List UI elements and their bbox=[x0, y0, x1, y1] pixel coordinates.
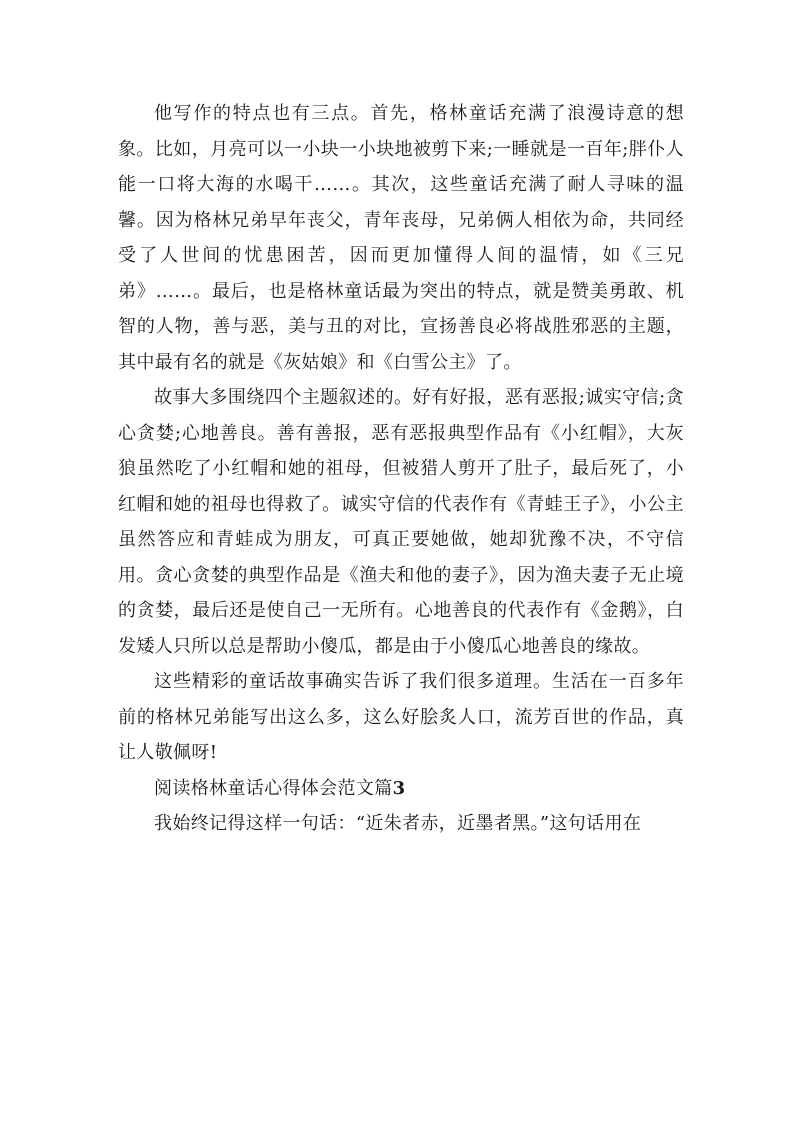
paragraph-writing-features: 他写作的特点也有三点。首先，格林童话充满了浪漫诗意的想象。比如，月亮可以一小块一小块地被剪下来;一睡就是一百年;胖仆人能一口将大海的水喝干……。其次，这些童话充满了耐人寻味的温馨。因为格林兄弟早年丧父，青年丧母，兄弟俩人相依为命，共同经受了人世间的忧患困苦，因而更加懂得人间的温情，如《三兄弟》……。最后，也是格林童话最为突出的特点，就是赞美勇敢、机智的人物，善与恶，美与丑的对比，宣扬善良必将战胜邪恶的主题，其中最有名的就是《灰姑娘》和《白雪公主》了。 bbox=[118, 103, 684, 373]
paragraph-conclusion: 这些精彩的童话故事确实告诉了我们很多道理。生活在一百多年前的格林兄弟能写出这么多，这么好脍炙人口，流芳百世的作品，真让人敬佩呀! bbox=[118, 671, 684, 763]
paragraph-four-themes: 故事大多围绕四个主题叙述的。好有好报，恶有恶报;诚实守信;贪心贪婪;心地善良。善有善报，恶有恶报典型作品有《小红帽》，大灰狼虽然吃了小红帽和她的祖母，但被猎人剪开了肚子，最后死了，小红帽和她的祖母也得救了。诚实守信的代表作有《青蛙王子》，小公主虽然答应和青蛙成为朋友，可真正要她做，她却犹豫不决，不守信用。贪心贪婪的典型作品是《渔夫和他的妻子》，因为渔夫妻子无止境的贪婪，最后还是使自己一无所有。心地善良的代表作有《金鹅》，白发矮人只所以总是帮助小傻瓜，都是由于小傻瓜心地善良的缘故。 bbox=[118, 387, 684, 657]
section-heading-text: 阅读格林童话心得体会范文篇 bbox=[154, 777, 393, 799]
section-heading bbox=[118, 771, 684, 807]
paragraph-opening-quote: 我始终记得这样一句话：“近朱者赤，近墨者黑。”这句话用在 bbox=[154, 813, 642, 834]
section-heading-number: 3 bbox=[392, 777, 406, 799]
